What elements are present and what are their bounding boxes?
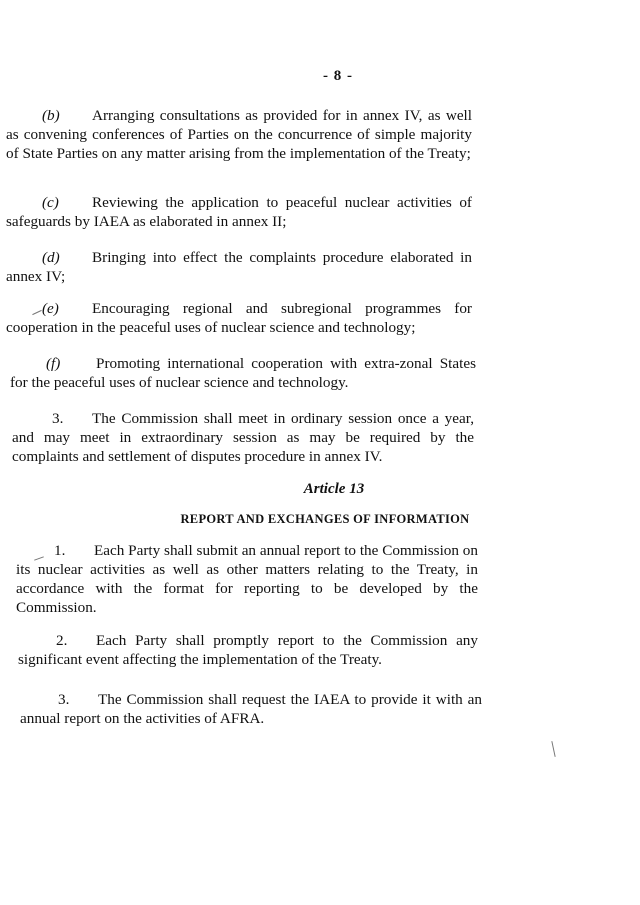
paragraph-b bbox=[6, 106, 472, 163]
article-paragraph-3 bbox=[20, 690, 482, 728]
paragraph-marker: 1. bbox=[54, 542, 66, 559]
paragraph-e bbox=[6, 299, 472, 337]
paragraph-text: Each Party shall promptly report to the Commission any significant event affecting the implementation of the Treaty. bbox=[18, 632, 478, 668]
paragraph-text: Reviewing the application to peaceful nuclear activities of safeguards by IAEA as elaborated in annex II; bbox=[6, 194, 472, 230]
paragraph-d bbox=[6, 248, 472, 286]
paragraph-text: Encouraging regional and subregional programmes for cooperation in the peaceful uses of nuclear science and technology; bbox=[6, 300, 472, 336]
paragraph-text: The Commission shall meet in ordinary session once a year, and may meet in extraordinary session as may be required by the complaints and settlement of disputes procedure in annex IV. bbox=[12, 410, 474, 465]
article-title: REPORT AND EXCHANGES OF INFORMATION bbox=[180, 512, 470, 526]
paragraph-marker: (d) bbox=[42, 249, 60, 266]
scan-artifact bbox=[551, 741, 555, 757]
paragraph-marker: (e) bbox=[42, 300, 59, 317]
paragraph-c bbox=[6, 193, 472, 231]
paragraph-marker: 2. bbox=[56, 632, 68, 649]
paragraph-text: Each Party shall submit an annual report to the Commission on its nuclear activities as well as other matters relating to the Treaty, in accordance with the format for reporting to be developed by the Commission. bbox=[16, 542, 478, 616]
article-paragraph-1 bbox=[16, 541, 478, 617]
paragraph-marker: (c) bbox=[42, 194, 59, 211]
article-heading: Article 13 bbox=[303, 481, 365, 497]
paragraph-text: Promoting international cooperation with extra-zonal States for the peaceful uses of nuclear science and technology. bbox=[10, 355, 476, 391]
paragraph-marker: 3. bbox=[58, 691, 70, 708]
paragraph-f bbox=[10, 354, 476, 392]
article-paragraph-2 bbox=[18, 631, 478, 669]
paragraph-text: Bringing into effect the complaints procedure elaborated in annex IV; bbox=[6, 249, 472, 285]
page-number: - 8 - bbox=[323, 68, 353, 84]
paragraph-marker: (b) bbox=[42, 107, 60, 124]
paragraph-text: Arranging consultations as provided for in annex IV, as well as convening conferences of Parties on the concurrence of simple majority of State Parties on any matter arising from the implementation of the Treaty; bbox=[6, 107, 472, 162]
paragraph-marker: (f) bbox=[46, 355, 61, 372]
paragraph-marker: 3. bbox=[52, 410, 64, 427]
paragraph-3-session bbox=[12, 409, 474, 466]
paragraph-text: The Commission shall request the IAEA to provide it with an annual report on the activities of AFRA. bbox=[20, 691, 482, 727]
